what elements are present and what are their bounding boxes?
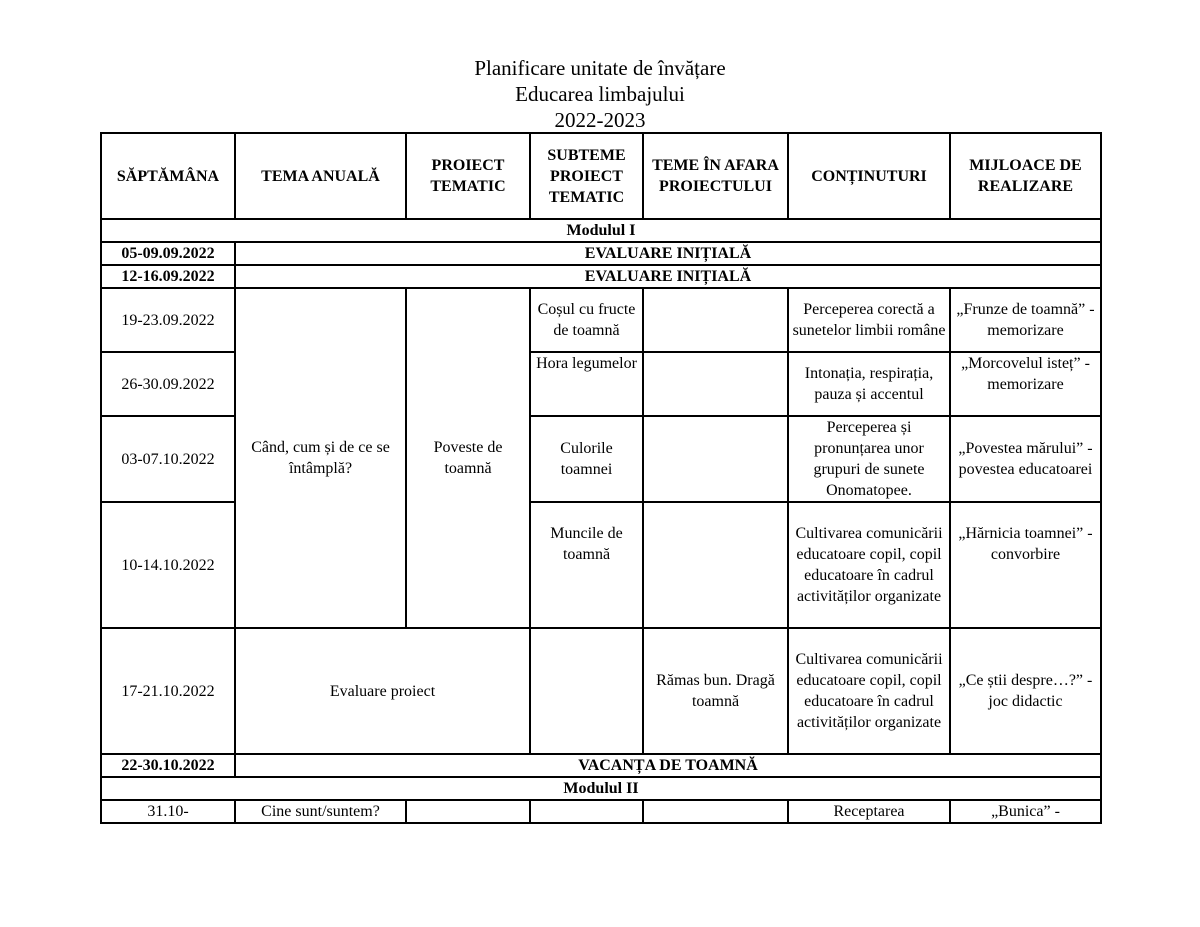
planning-table: [100, 132, 1102, 824]
week-cell: 12-16.09.2022: [101, 265, 235, 288]
evaluation-label: EVALUARE INIȚIALĂ: [235, 265, 1101, 288]
evaluation-label: EVALUARE INIȚIALĂ: [235, 242, 1101, 265]
table-row: [101, 628, 1101, 754]
title-line-2: Educarea limbajului: [515, 82, 685, 106]
table-row: [101, 242, 1101, 265]
outside-theme-cell: [643, 800, 788, 823]
subtheme-cell: [530, 628, 643, 754]
outside-theme-cell: Rămas bun. Dragă toamnă: [643, 628, 788, 754]
col-project-header: PROIECT TEMATIC: [406, 133, 530, 219]
project-theme-cell: [406, 800, 530, 823]
week-cell: 19-23.09.2022: [101, 288, 235, 352]
means-cell: „Ce știi despre…?” -joc didactic: [950, 628, 1101, 754]
content-cell: Perceperea și pronunțarea unor grupuri de sunete Onomatopee.: [788, 416, 950, 502]
table-row: [101, 754, 1101, 777]
annual-theme-cell: Cine sunt/suntem?: [235, 800, 406, 823]
table-row: [101, 288, 1101, 352]
week-cell: 31.10-: [101, 800, 235, 823]
content-cell: Perceperea corectă a sunetelor limbii române: [788, 288, 950, 352]
content-cell: Cultivarea comunicării educatoare copil, copil educatoare în cadrul activităților organizate: [788, 502, 950, 628]
subtheme-cell: Hora legumelor: [530, 352, 643, 416]
outside-theme-cell: [643, 502, 788, 628]
outside-theme-cell: [643, 288, 788, 352]
project-evaluation-cell: Evaluare proiect: [235, 628, 530, 754]
week-cell: 03-07.10.2022: [101, 416, 235, 502]
col-week-header: SĂPTĂMÂNA: [101, 133, 235, 219]
vacation-label: VACANȚA DE TOAMNĂ: [235, 754, 1101, 777]
annual-theme-cell: Când, cum și de ce se întâmplă?: [235, 288, 406, 628]
module-1-label: Modulul I: [101, 219, 1101, 242]
content-cell: Receptarea: [788, 800, 950, 823]
week-cell: 26-30.09.2022: [101, 352, 235, 416]
content-cell: Cultivarea comunicării educatoare copil, copil educatoare în cadrul activităților organizate: [788, 628, 950, 754]
header-row: [101, 133, 1101, 219]
subtheme-cell: Coșul cu fructe de toamnă: [530, 288, 643, 352]
means-cell: „Hărnicia toamnei” - convorbire: [950, 502, 1101, 628]
col-content-header: CONȚINUTURI: [788, 133, 950, 219]
week-cell: 10-14.10.2022: [101, 502, 235, 628]
means-cell: „Bunica” -: [950, 800, 1101, 823]
col-annual-header: TEMA ANUALĂ: [235, 133, 406, 219]
week-cell: 05-09.09.2022: [101, 242, 235, 265]
outside-theme-cell: [643, 416, 788, 502]
title-line-1: Planificare unitate de învățare: [474, 56, 726, 80]
week-cell: 22-30.10.2022: [101, 754, 235, 777]
means-cell: „Povestea mărului” - povestea educatoarei: [950, 416, 1101, 502]
means-cell: „Frunze de toamnă” - memorizare: [950, 288, 1101, 352]
content-cell: Intonația, respirația, pauza și accentul: [788, 352, 950, 416]
title-line-3: 2022-2023: [554, 108, 646, 132]
table-row: [101, 800, 1101, 823]
outside-theme-cell: [643, 352, 788, 416]
col-outside-header: TEME ÎN AFARA PROIECTULUI: [643, 133, 788, 219]
project-theme-cell: Poveste de toamnă: [406, 288, 530, 628]
col-means-header: MIJLOACE DE REALIZARE: [950, 133, 1101, 219]
document-title: [0, 55, 1200, 133]
col-subtheme-header: SUBTEME PROIECT TEMATIC: [530, 133, 643, 219]
subtheme-cell: [530, 800, 643, 823]
subtheme-cell: Muncile de toamnă: [530, 502, 643, 628]
week-cell: 17-21.10.2022: [101, 628, 235, 754]
table-row: [101, 265, 1101, 288]
module-2-label: Modulul II: [101, 777, 1101, 800]
subtheme-cell: Culorile toamnei: [530, 416, 643, 502]
means-cell: „Morcovelul isteț” -memorizare: [950, 352, 1101, 416]
